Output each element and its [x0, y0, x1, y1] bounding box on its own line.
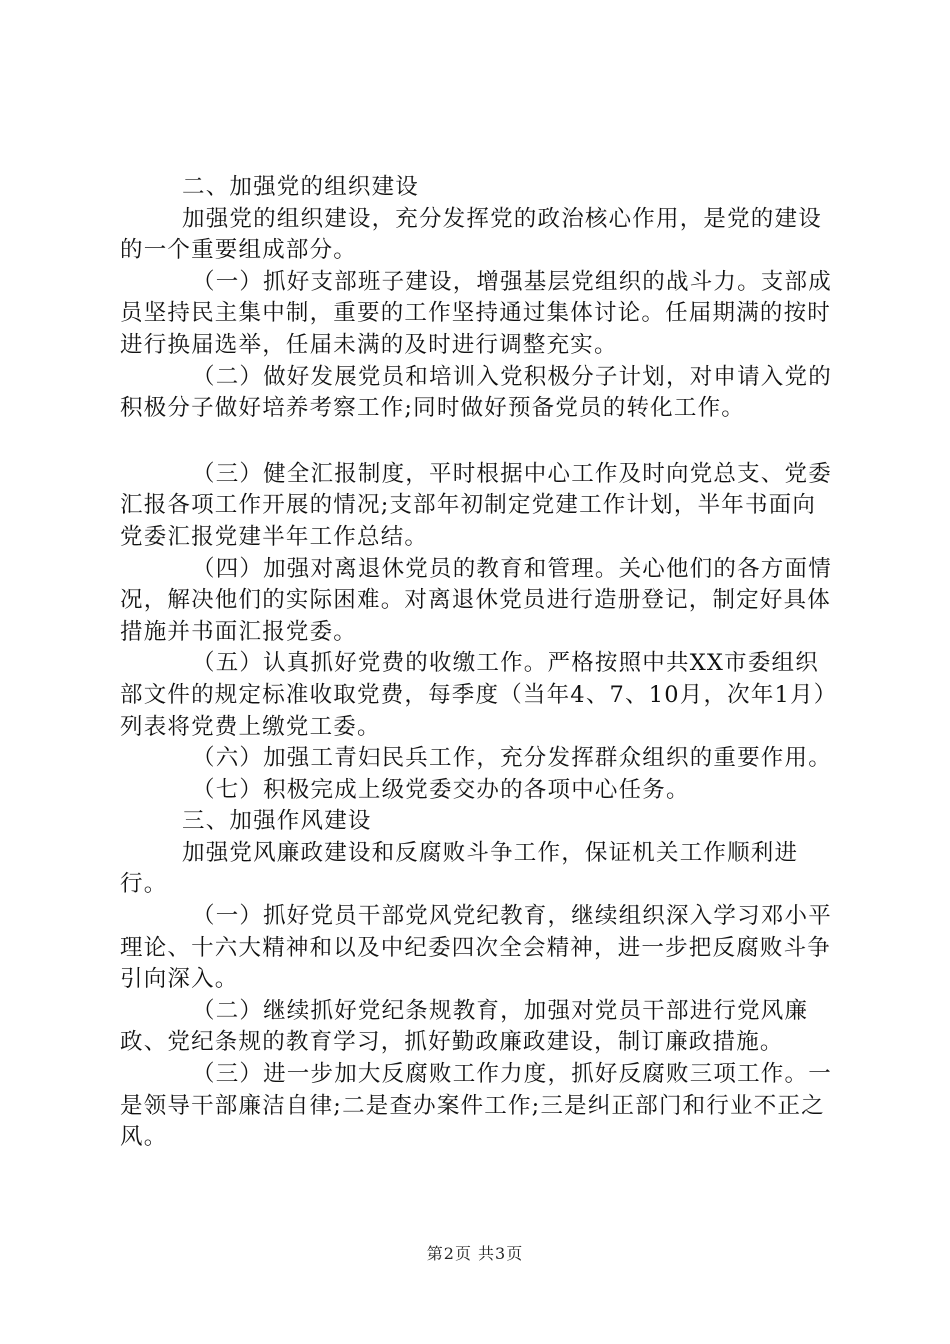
paragraph-gap	[120, 425, 835, 459]
list-item: （二）做好发展党员和培训入党积极分子计划，对申请入党的积极分子做好培养考察工作;同时做好预备党员的转化工作。	[120, 363, 832, 422]
list-item: （五）认真抓好党费的收缴工作。严格按照中共XX市委组织部文件的规定标准收取党费，每季度（当年4、7、10月，次年1月）列表将党费上缴党工委。	[120, 650, 827, 740]
list-item: （三）健全汇报制度，平时根据中心工作及时向党总支、党委汇报各项工作开展的情况;支部年初制定党建工作计划，半年书面向党委汇报党建半年工作总结。	[120, 460, 832, 550]
document-body	[120, 172, 835, 1154]
page-number: 第2页 共3页	[426, 1244, 524, 1263]
paragraph: 加强党风廉政建设和反腐败斗争工作，保证机关工作顺利进行。	[120, 839, 799, 898]
list-item: （四）加强对离退休党员的教育和管理。关心他们的各方面情况，解决他们的实际困难。对离退休党员进行造册登记，制定好具体措施并书面汇报党委。	[120, 555, 832, 645]
list-item: （六）加强工青妇民兵工作，充分发挥群众组织的重要作用。	[192, 745, 832, 772]
paragraph: 加强党的组织建设，充分发挥党的政治核心作用，是党的建设的一个重要组成部分。	[120, 205, 822, 264]
list-item: （三）进一步加大反腐败工作力度，抓好反腐败三项工作。一是领导干部廉洁自律;二是查办案件工作;三是纠正部门和行业不正之风。	[120, 1061, 832, 1151]
list-item: （一）抓好支部班子建设，增强基层党组织的战斗力。支部成员坚持民主集中制，重要的工作坚持通过集体讨论。任届期满的按时进行换届选举，任届未满的及时进行调整充实。	[120, 268, 832, 358]
list-item: （一）抓好党员干部党风党纪教育，继续组织深入学习邓小平理论、十六大精神和以及中纪委四次全会精神，进一步把反腐败斗争引向深入。	[120, 903, 832, 993]
list-item: （二）继续抓好党纪条规教育，加强对党员干部进行党风廉政、党纪条规的教育学习，抓好勤政廉政建设，制订廉政措施。	[120, 997, 809, 1056]
section-heading: 二、加强党的组织建设	[182, 174, 420, 200]
section-heading: 三、加强作风建设	[182, 808, 372, 835]
list-item: （七）积极完成上级党委交办的各项中心任务。	[192, 776, 690, 803]
